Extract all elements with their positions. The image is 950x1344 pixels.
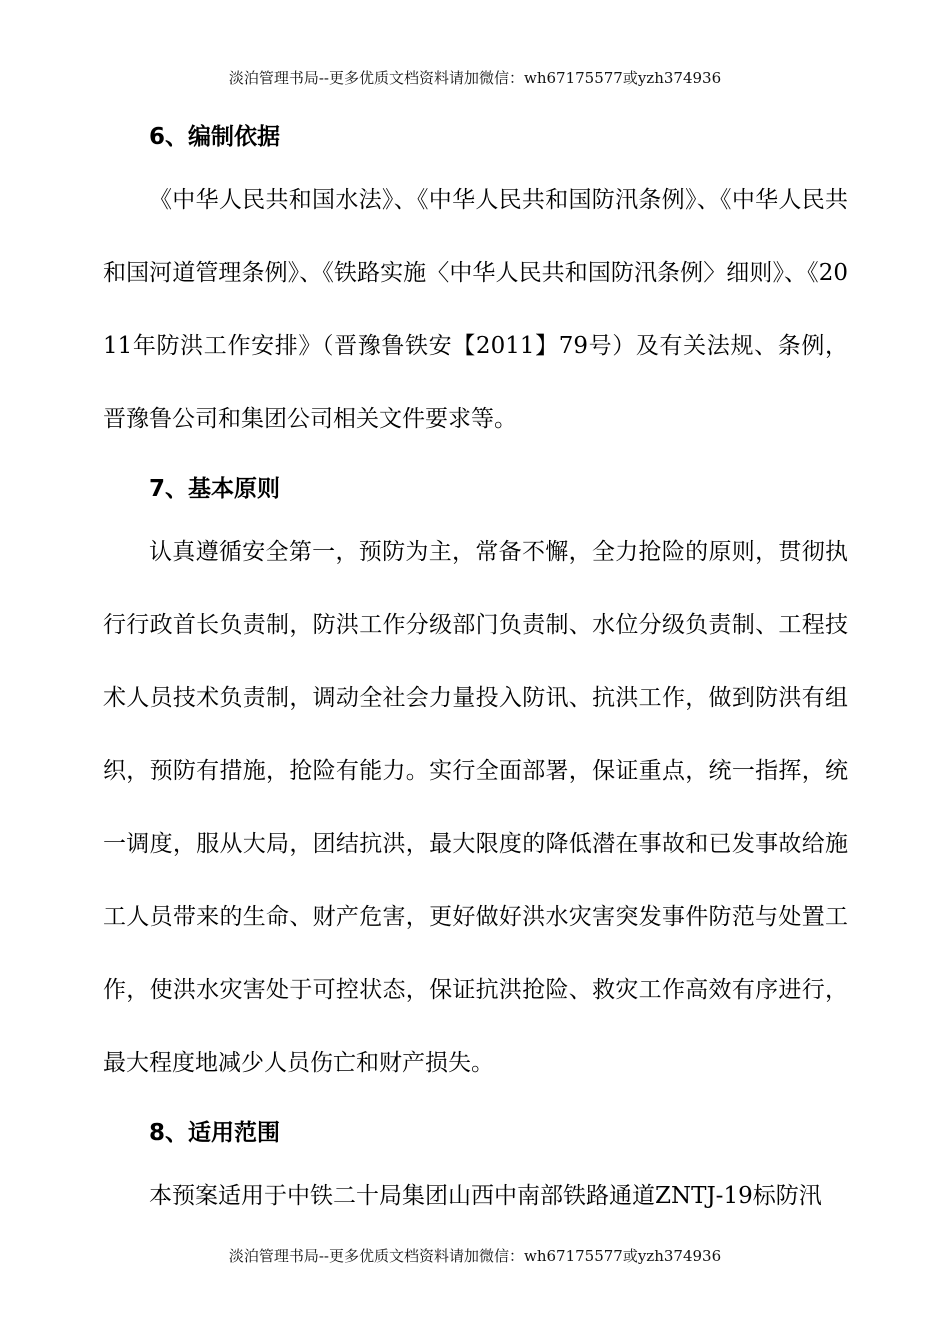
section-scope xyxy=(103,1106,848,1233)
section-principles xyxy=(103,462,848,1100)
section-heading: 7、基本原则 xyxy=(149,476,281,502)
section-paragraph: 本预案适用于中铁二十局集团山西中南部铁路通道ZNTJ-19标防汛 xyxy=(149,1183,822,1209)
page-footer: 淡泊管理书局--更多优质文档资料请加微信：wh67175577或yzh374936 xyxy=(228,1247,722,1265)
section-paragraph: 认真遵循安全第一，预防为主，常备不懈，全力抢险的原则，贯彻执行行政首长负责制，防洪工作分级部门负责制、水位分级负责制、工程技术人员技术负责制，调动全社会力量投入防讯、抗洪工作，做到防洪有组织，预防有措施，抢险有能力。实行全面部署，保证重点，统一指挥，统一调度，服从大局，团结抗洪，最大限度的降低潜在事故和已发事故给施工人员带来的生命、财产危害，更好做好洪水灾害突发事件防范与处置工作，使洪水灾害处于可控状态，保证抗洪抢险、救灾工作高效有序进行，最大程度地减少人员伤亡和财产损失。 xyxy=(103,539,848,1076)
section-paragraph: 《中华人民共和国水法》、《中华人民共和国防汛条例》、《中华人民共和国河道管理条例》、《铁路实施〈中华人民共和国防汛条例〉细则》、《2011年防洪工作安排》（晋豫鲁铁安【2011】79号）及有关法规、条例，晋豫鲁公司和集团公司相关文件要求等。 xyxy=(103,187,848,432)
section-basis xyxy=(103,110,848,456)
section-heading: 6、编制依据 xyxy=(149,124,281,150)
document-body xyxy=(103,110,848,1239)
page-header: 淡泊管理书局--更多优质文档资料请加微信：wh67175577或yzh374936 xyxy=(228,69,722,87)
section-heading: 8、适用范围 xyxy=(149,1120,281,1146)
